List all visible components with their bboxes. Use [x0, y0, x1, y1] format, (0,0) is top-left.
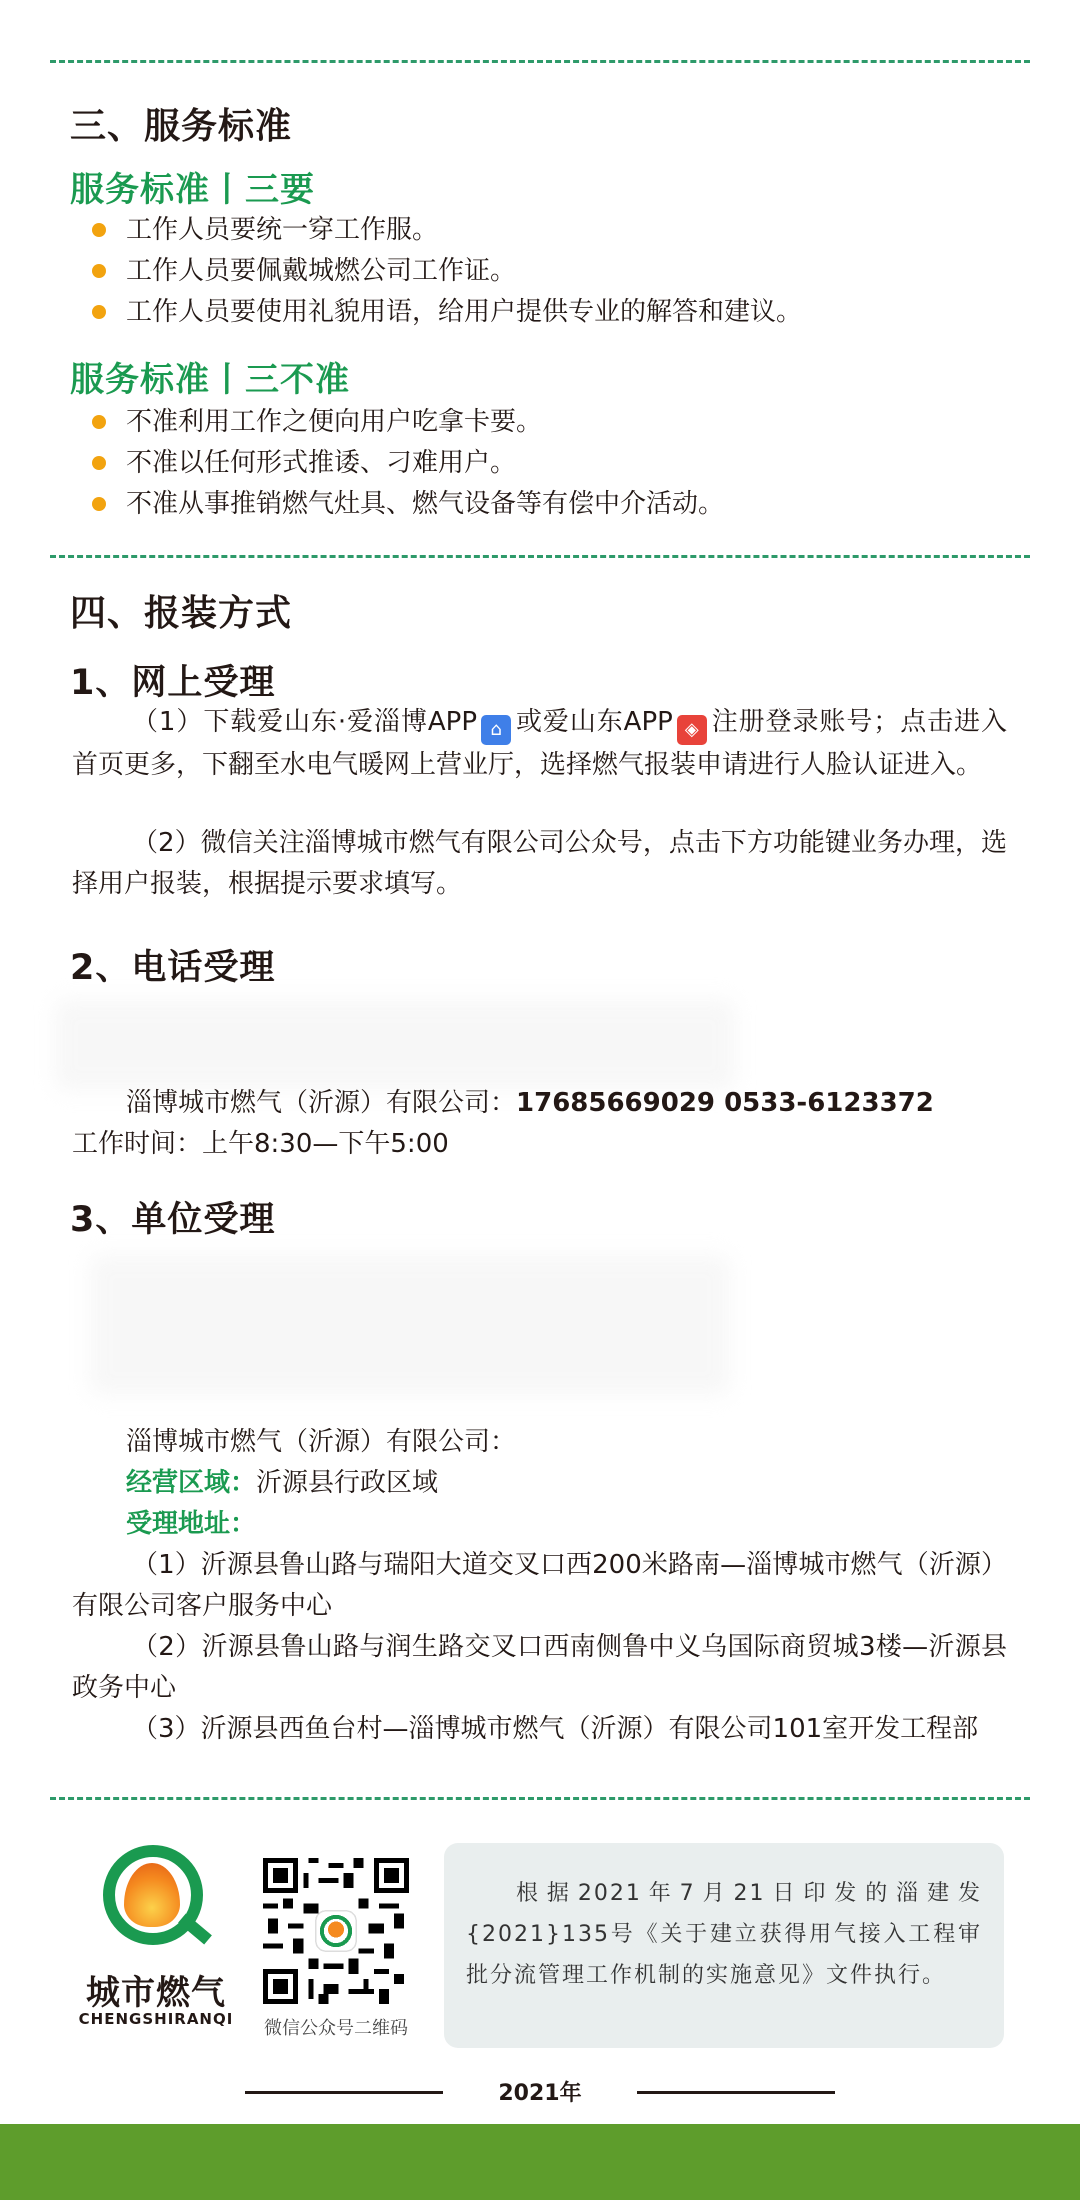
list-item: 不准以任何形式推诿、刁难用户。: [88, 443, 724, 484]
phone-company-line: 淄博城市燃气（沂源）有限公司：17685669029 0533-6123372: [126, 1088, 934, 1118]
section3-list1: [88, 210, 802, 333]
phone-hours: 工作时间：上午8:30—下午5:00: [72, 1129, 449, 1159]
year-label: 2021年: [498, 2081, 582, 2106]
online-title: 1、网上受理: [70, 663, 276, 703]
online-paragraph-2: （2）微信关注淄博城市燃气有限公司公众号，点击下方功能键业务办理，选择用户报装，根据提示要求填写。: [72, 828, 1007, 899]
unit-address-3: （3）沂源县西鱼台村—淄博城市燃气（沂源）有限公司101室开发工程部: [132, 1714, 979, 1744]
unit-company: 淄博城市燃气（沂源）有限公司：: [126, 1427, 517, 1457]
list-item: 工作人员要使用礼貌用语，给用户提供专业的解答和建议。: [88, 292, 802, 333]
list-item: 工作人员要佩戴城燃公司工作证。: [88, 251, 802, 292]
company-logo: [70, 1845, 242, 2035]
list-item: 不准利用工作之便向用户吃拿卡要。: [88, 402, 724, 443]
unit-address-2: （2）沂源县鲁山路与润生路交叉口西南侧鲁中义乌国际商贸城3楼—沂源县政务中心: [72, 1632, 1007, 1703]
year-line-left: [245, 2091, 443, 2094]
online-paragraph-1: （1）下载爱山东·爱淄博APP ⌂ 或爱山东APP ◈ 注册登录账号；点击进入首页更多，下翻至水电气暖网上营业厅，选择燃气报装申请进行人脸认证进入。: [72, 707, 1007, 780]
unit-address-label: 受理地址：: [126, 1509, 257, 1539]
top-divider: [50, 60, 1030, 63]
unit-address-1: （1）沂源县鲁山路与瑞阳大道交叉口西200米路南—淄博城市燃气（沂源）有限公司客户服务中心: [72, 1550, 1007, 1621]
year-line-right: [637, 2091, 835, 2094]
list-item: 不准从事推销燃气灶具、燃气设备等有偿中介活动。: [88, 484, 724, 525]
list-item: 工作人员要统一穿工作服。: [88, 210, 802, 251]
section3-sub2: 服务标准丨三不准: [70, 360, 350, 400]
note-box: [444, 1843, 1004, 2048]
section4-title: 四、报装方式: [70, 592, 293, 634]
unit-area: 经营区域：沂源县行政区域: [126, 1468, 439, 1498]
aishandong-app-icon: ◈: [677, 715, 707, 745]
logo-text: 城市燃气: [86, 1973, 226, 2013]
phone-title: 2、电话受理: [70, 948, 276, 988]
section3-list2: [88, 402, 724, 525]
unit-title: 3、单位受理: [70, 1200, 276, 1240]
logo-subtext: CHENGSHIRANQI: [78, 2010, 234, 2028]
phone-numbers: 17685669029 0533-6123372: [516, 1088, 934, 1118]
section3-sub1: 服务标准丨三要: [70, 170, 315, 210]
qr-caption: 微信公众号二维码: [264, 2018, 408, 2039]
blurred-area: [55, 1000, 735, 1090]
note-text: 根据2021年7月21日印发的淄建发{2021}135号《关于建立获得用气接入工程审批分流管理工作机制的实施意见》文件执行。: [466, 1881, 982, 1988]
blurred-area: [90, 1255, 730, 1395]
bottom-bar: [0, 2124, 1080, 2200]
section-divider: [50, 555, 1030, 558]
footer-divider: [50, 1797, 1030, 1800]
qr-code-icon[interactable]: [263, 1858, 409, 2004]
section3-title: 三、服务标准: [70, 105, 293, 147]
aizibo-app-icon: ⌂: [481, 715, 511, 745]
